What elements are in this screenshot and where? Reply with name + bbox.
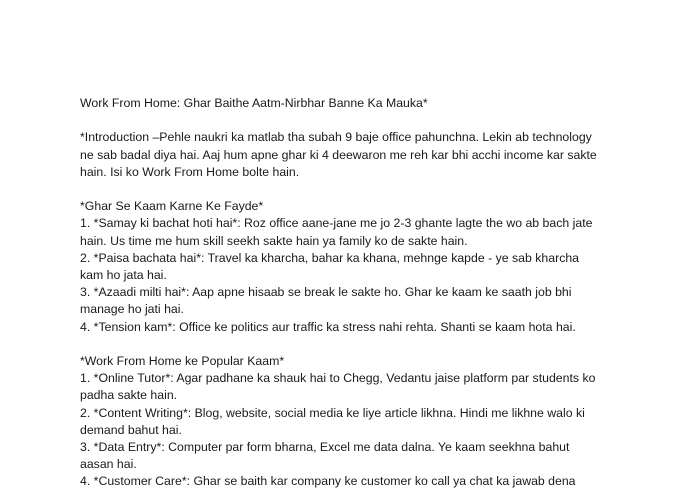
job-line: 3. *Data Entry*: Computer par form bharna, Excel me data dalna. Ye kaam seekhna bahut — [80, 440, 570, 455]
benefit-line: 1. *Samay ki bachat hoti hai*: Roz office aane-jane me jo 2-3 ghante lagte the wo ab bach jate — [80, 216, 593, 231]
paragraph-gap — [80, 181, 600, 198]
job-line: 1. *Online Tutor*: Agar padhane ka shauk hai to Chegg, Vedantu jaise platform par students ko — [80, 371, 596, 386]
intro-line: ne sab badal diya hai. Aaj hum apne ghar ki 4 deewaron me reh kar bhi acchi income kar sakte — [80, 147, 597, 162]
benefit-line: kam ho jata hai. — [80, 268, 167, 282]
intro-line: *Introduction –Pehle naukri ka matlab tha subah 9 baje office pahunchna. Lekin ab technology — [80, 130, 592, 145]
benefit-line: 4. *Tension kam*: Office ke politics aur traffic ka stress nahi rehta. Shanti se kaam hota hai. — [80, 319, 576, 334]
document-body — [80, 95, 600, 491]
benefit-line: hain. Us time me hum skill seekh sakte hain ya family ko de sakte hain. — [80, 233, 468, 248]
job-line: 4. *Customer Care*: Ghar se baith kar company ke customer ko call ya chat ka jawab dena — [80, 474, 576, 489]
benefit-line: manage ho jati hai. — [80, 302, 184, 317]
job-line: padha sakte hain. — [80, 388, 178, 403]
benefits-heading: *Ghar Se Kaam Karne Ke Fayde* — [80, 199, 264, 214]
document-title: Work From Home: Ghar Baithe Aatm-Nirbhar Banne Ka Mauka* — [80, 96, 428, 110]
job-line: demand bahut hai. — [80, 422, 182, 437]
paragraph-gap — [80, 112, 600, 129]
benefit-line: 2. *Paisa bachata hai*: Travel ka kharcha, bahar ka khana, mehnge kapde - ye sab kharcha — [80, 250, 580, 265]
paragraph-gap — [80, 336, 600, 353]
job-line: aasan hai. — [80, 457, 137, 472]
job-line: 2. *Content Writing*: Blog, website, social media ke liye article likhna. Hindi me likhne walo ki — [80, 405, 585, 420]
benefit-line: 3. *Azaadi milti hai*: Aap apne hisaab se break le sakte ho. Ghar ke kaam ke saath job bhi — [80, 285, 572, 300]
intro-line: hain. Isi ko Work From Home bolte hain. — [80, 164, 300, 179]
jobs-heading: *Work From Home ke Popular Kaam* — [80, 354, 285, 368]
